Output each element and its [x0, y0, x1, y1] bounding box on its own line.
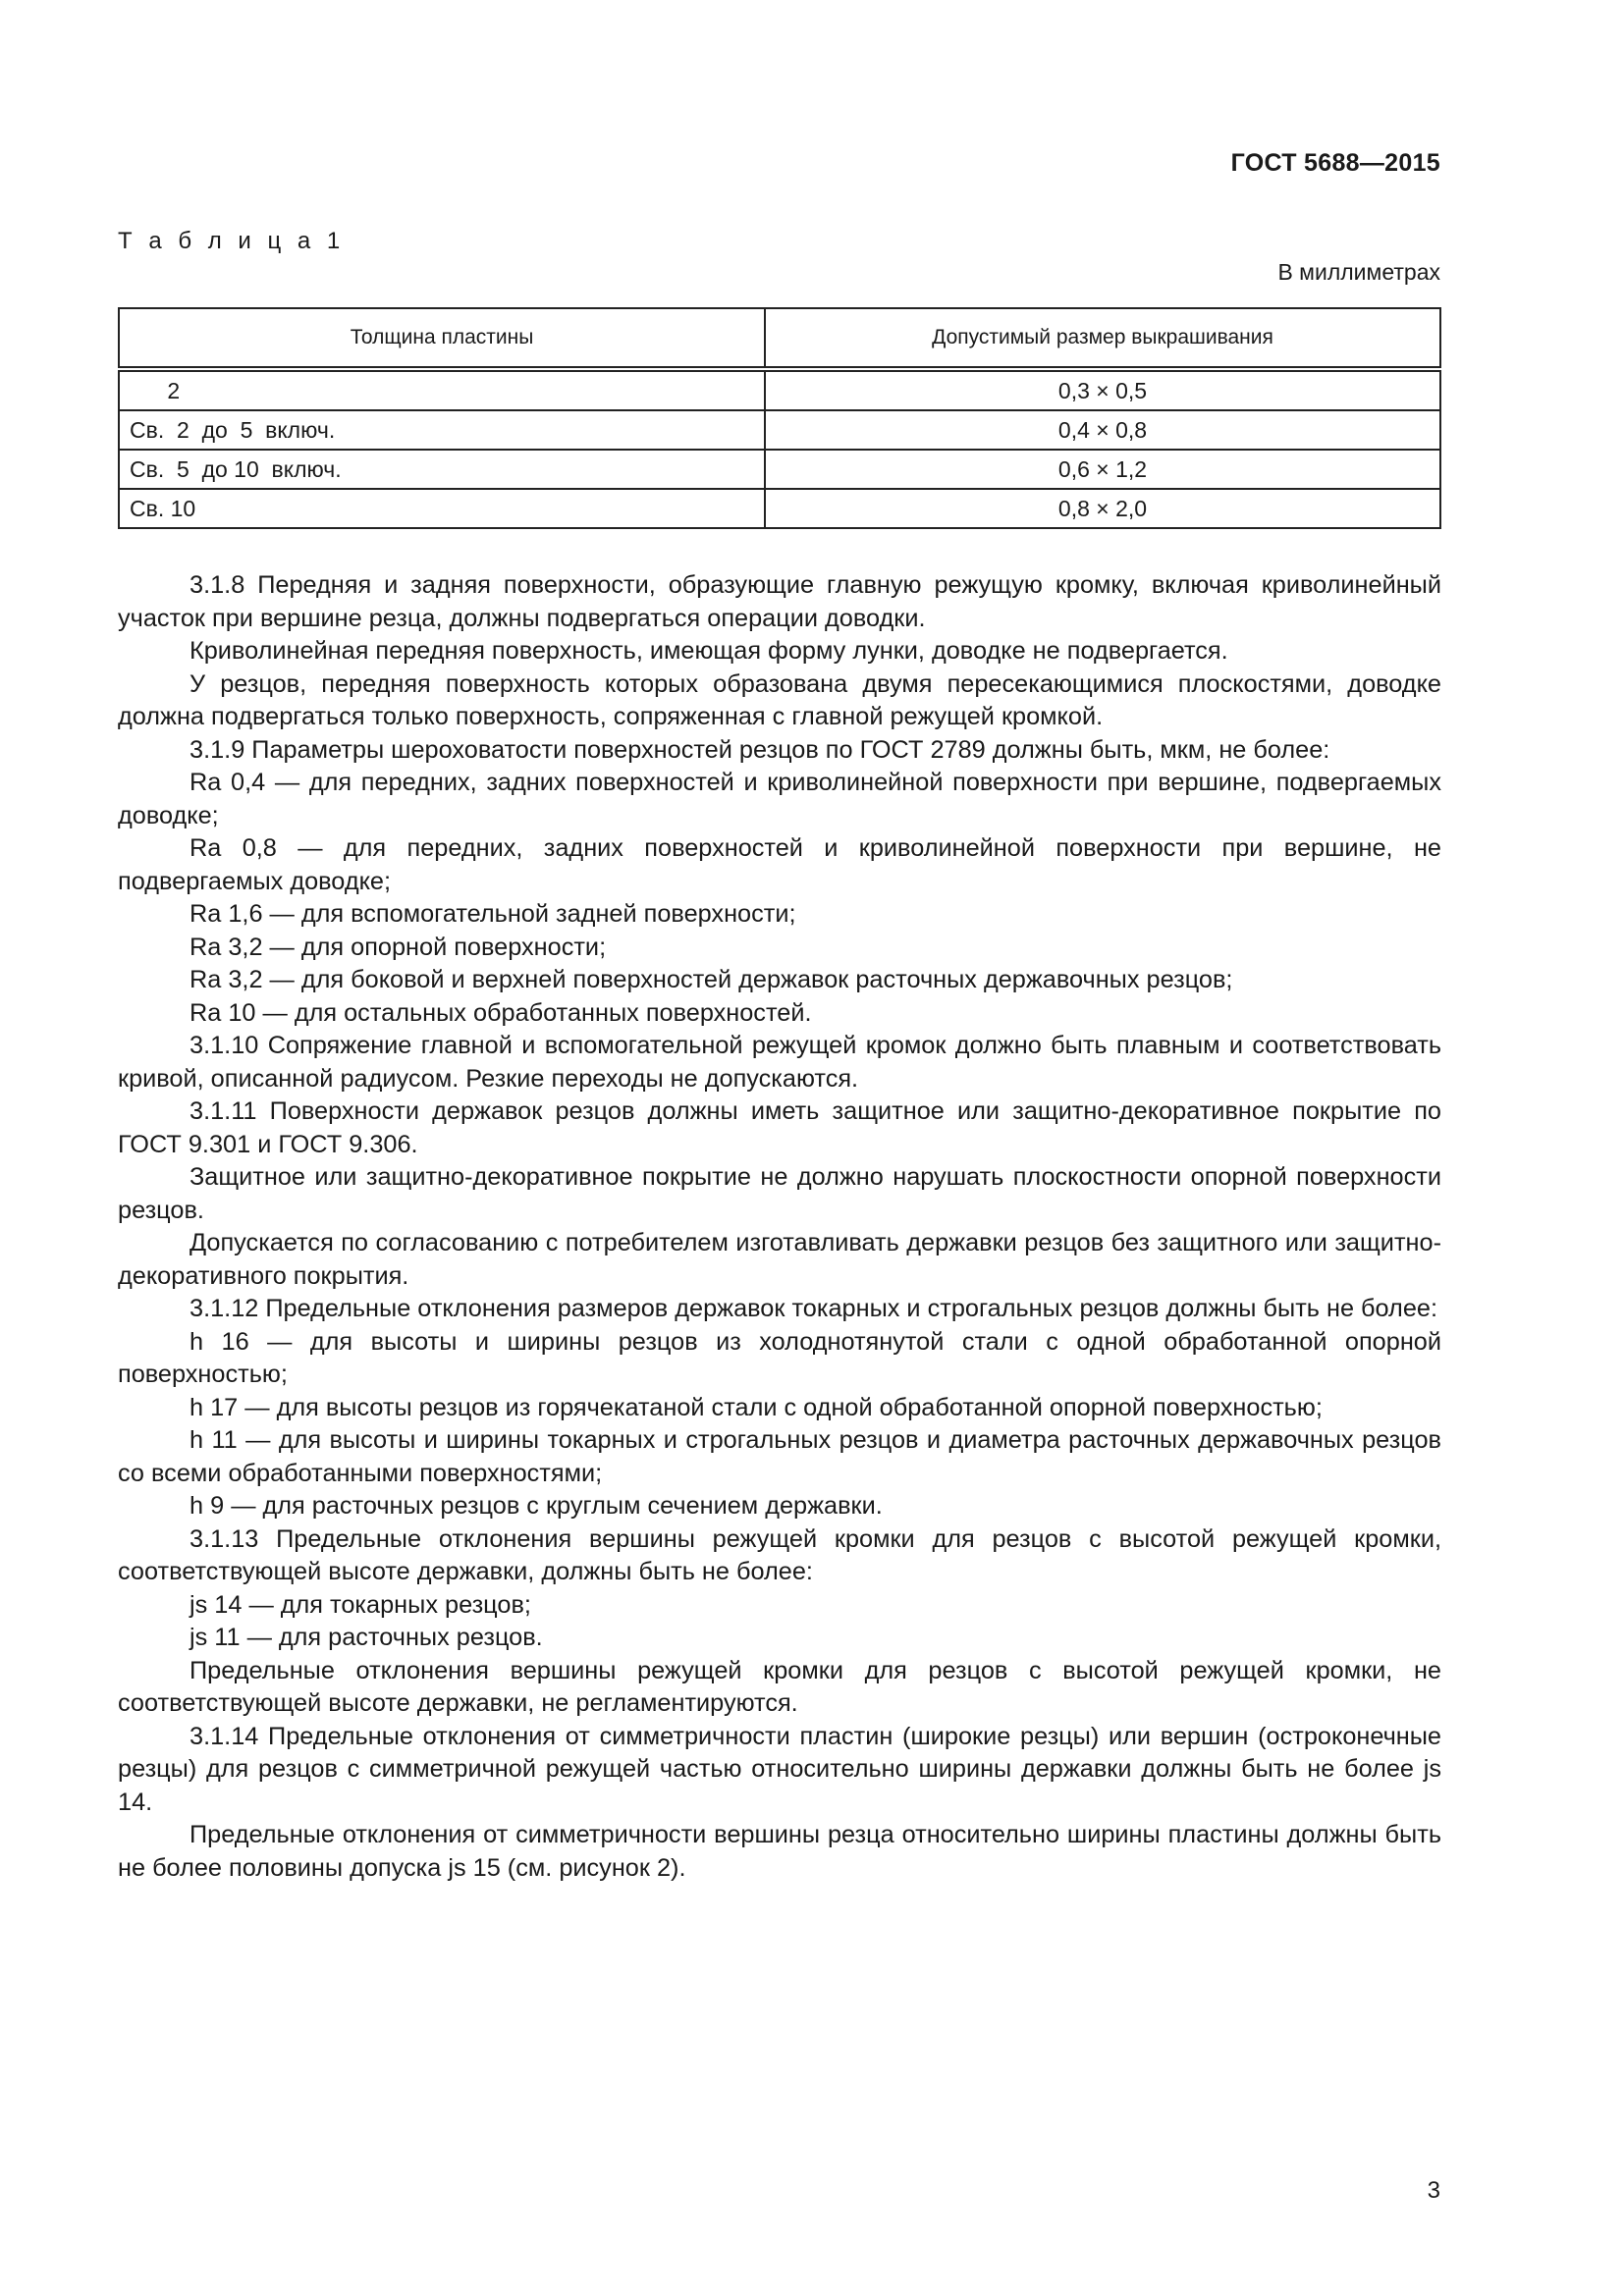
paragraph: У резцов, передняя поверхность которых образована двумя пересекающимися плоскостями, доводке должна подвергаться только поверхность, сопряженная с главной режущей кромкой. [118, 669, 1441, 730]
list-item-js: js 11 — для расточных резцов. [189, 1624, 543, 1651]
list-item-ra: Ra 0,4 — для передних, задних поверхностей и криволинейной поверхности при вершине, подвергаемых доводке; [118, 769, 1441, 829]
list-item-h: h 11 — для высоты и ширины токарных и строгальных резцов и диаметра расточных державочных резцов со всеми обработанными поверхностями; [118, 1426, 1441, 1487]
cell-thickness: Св. 10 [119, 489, 765, 528]
table-caption: Т а б л и ц а 1 [118, 228, 346, 254]
list-item-h: h 17 — для высоты резцов из горячекатаной стали с одной обработанной опорной поверхностью; [189, 1393, 1323, 1421]
table-row [119, 410, 1440, 450]
paragraph: Допускается по согласованию с потребителем изготавливать державки резцов без защитного или защитно-декоративного покрытия. [118, 1229, 1441, 1290]
paragraph: Предельные отклонения вершины режущей кромки для резцов с высотой режущей кромки, не соответствующей высоте державки, не регламентируются. [118, 1656, 1441, 1717]
paragraph: Защитное или защитно-декоративное покрытие не должно нарушать плоскостности опорной поверхности резцов. [118, 1163, 1441, 1224]
list-item-ra: Ra 3,2 — для боковой и верхней поверхностей державок расточных державочных резцов; [189, 966, 1233, 993]
paragraph-3-1-11: 3.1.11 Поверхности державок резцов должны иметь защитное или защитно-декоративное покрытие по ГОСТ 9.301 и ГОСТ 9.306. [118, 1097, 1441, 1158]
tolerance-table [118, 307, 1441, 529]
table-row [119, 450, 1440, 489]
column-header-thickness: Толщина пластины [119, 308, 765, 369]
paragraph-3-1-9: 3.1.9 Параметры шероховатости поверхностей резцов по ГОСТ 2789 должны быть, мкм, не более: [189, 735, 1330, 764]
paragraph: Предельные отклонения от симметричности вершины резца относительно ширины пластины должны быть не более половины допуска js 15 (см. рисунок 2). [118, 1821, 1441, 1882]
list-item-h: h 9 — для расточных резцов с круглым сечением державки. [189, 1492, 883, 1520]
cell-thickness: Св. 5 до 10 включ. [119, 450, 765, 489]
list-item-h: h 16 — для высоты и ширины резцов из холоднотянутой стали с одной обработанной опорной поверхностью; [118, 1327, 1441, 1388]
paragraph-3-1-8: 3.1.8 Передняя и задняя поверхности, образующие главную режущую кромку, включая криволинейный участок при вершине резца, должны подвергаться операции доводки. [118, 571, 1441, 632]
cell-size: 0,4 × 0,8 [765, 410, 1440, 450]
list-item-js: js 14 — для токарных резцов; [189, 1590, 531, 1619]
paragraph-3-1-14: 3.1.14 Предельные отклонения от симметричности пластин (широкие резцы) или вершин (остроконечные резцы) для резцов с симметричной режущей частью относительно ширины державки должны быть не более js 14. [118, 1722, 1441, 1816]
table-1 [118, 307, 1441, 529]
paragraph-3-1-12: 3.1.12 Предельные отклонения размеров державок токарных и строгальных резцов должны быть не более: [189, 1295, 1437, 1322]
table-header-row [119, 308, 1440, 369]
cell-thickness: 2 [119, 369, 765, 410]
cell-thickness: Св. 2 до 5 включ. [119, 410, 765, 450]
list-item-ra: Ra 3,2 — для опорной поверхности; [189, 933, 607, 961]
table-units: В миллиметрах [1277, 259, 1440, 285]
list-item-ra: Ra 10 — для остальных обработанных поверхностей. [189, 998, 812, 1027]
table-row [119, 489, 1440, 528]
cell-size: 0,6 × 1,2 [765, 450, 1440, 489]
paragraph-3-1-13: 3.1.13 Предельные отклонения вершины режущей кромки для резцов с высотой режущей кромки, соответствующей высоте державки, должны быть не более: [118, 1524, 1441, 1585]
paragraph-3-1-10: 3.1.10 Сопряжение главной и вспомогательной режущей кромок должно быть плавным и соответствовать кривой, описанной радиусом. Резкие переходы не допускаются. [118, 1032, 1441, 1093]
cell-size: 0,3 × 0,5 [765, 369, 1440, 410]
list-item-ra: Ra 0,8 — для передних, задних поверхностей и криволинейной поверхности при вершине, не подвергаемых доводке; [118, 834, 1441, 895]
cell-size: 0,8 × 2,0 [765, 489, 1440, 528]
table-row [119, 369, 1440, 410]
standard-header: ГОСТ 5688—2015 [1230, 149, 1440, 177]
body-text [118, 569, 1441, 1885]
paragraph: Криволинейная передняя поверхность, имеющая форму лунки, доводке не подвергается. [189, 637, 1228, 665]
list-item-ra: Ra 1,6 — для вспомогательной задней поверхности; [189, 900, 796, 928]
column-header-size: Допустимый размер выкрашивания [765, 308, 1440, 369]
page-number: 3 [1427, 2177, 1440, 2204]
